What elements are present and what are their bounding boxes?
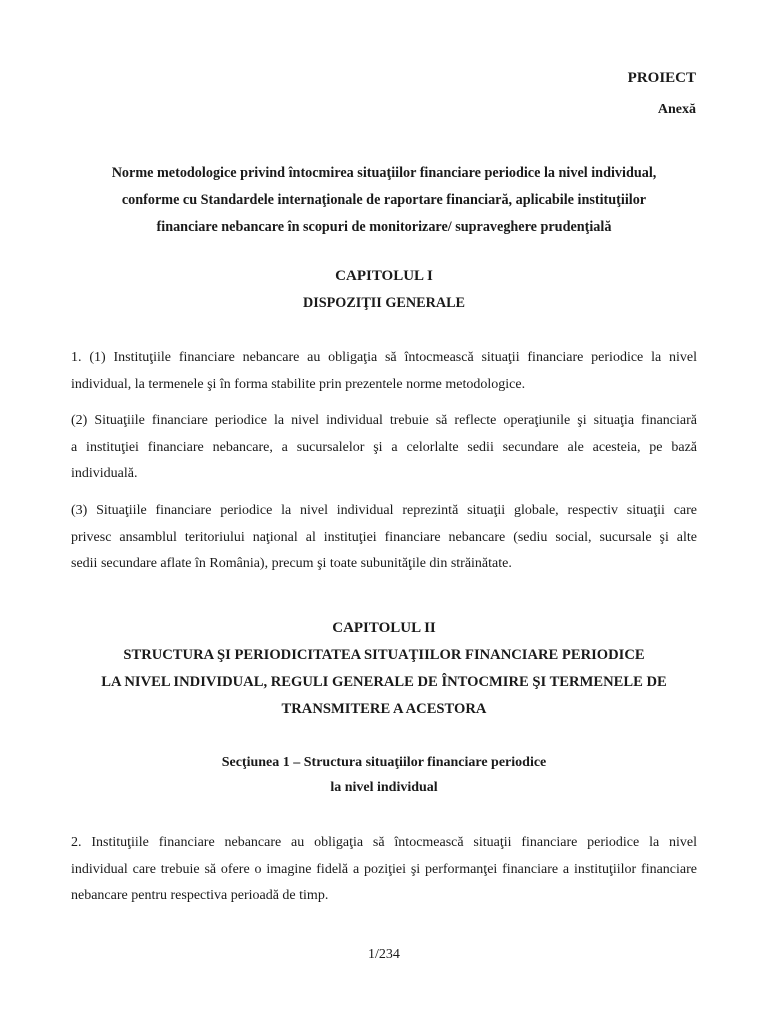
chapter-2-title-line: TRANSMITERE A ACESTORA <box>281 701 487 717</box>
paragraph-line: 1. (1) Instituţiile financiare nebancare au obligaţia să întocmească situaţii financiare periodice la nivel <box>71 350 697 365</box>
title-line: financiare nebancare în scopuri de monitorizare/ supraveghere prudenţială <box>156 219 612 235</box>
paragraph-line: (2) Situaţiile financiare periodice la nivel individual trebuie să reflecte operaţiunile şi situaţia financiară <box>71 413 697 428</box>
paragraph-2 <box>71 830 697 910</box>
chapter-2-title-line: STRUCTURA ŞI PERIODICITATEA SITUAŢIILOR FINANCIARE PERIODICE <box>123 647 645 663</box>
paragraph-line: sedii secundare aflate în România), precum şi toate subunităţile din străinătate. <box>71 556 512 571</box>
paragraph-line: individuală. <box>71 466 138 481</box>
paragraph-line: privesc ansamblul teritoriului naţional al instituţiei financiare nebancare (sediu social, sucursale şi alte <box>71 529 697 545</box>
paragraph-line: nebancare pentru respectiva perioadă de timp. <box>71 888 329 903</box>
annex-label: Anexă <box>657 102 696 117</box>
chapter-1-number: CAPITOLUL I <box>335 268 433 284</box>
draft-label: PROIECT <box>627 70 696 86</box>
paragraph-line: a instituţiei financiare nebancare, a sucursalelor şi a celorlalte sedii secundare ale acesteia, pe bază <box>71 439 697 455</box>
document-title <box>60 160 708 241</box>
section-1-title-line: la nivel individual <box>330 780 438 795</box>
paragraph-line: individual care trebuie să ofere o imagine fidelă a poziţiei şi performanţei financiare a instituţiilor financiare <box>71 861 697 877</box>
chapter-1-title: DISPOZIŢII GENERALE <box>302 295 466 311</box>
title-line: Norme metodologice privind întocmirea situaţiilor financiare periodice la nivel individual, <box>111 165 657 181</box>
paragraph-1-2 <box>71 408 697 488</box>
paragraph-1-3 <box>71 498 697 578</box>
paragraph-1-1 <box>71 345 697 398</box>
paragraph-line: individual, la termenele şi în forma stabilite prin prezentele norme metodologice. <box>71 376 526 392</box>
paragraph-line: (3) Situaţiile financiare periodice la nivel individual reprezintă situaţii globale, respectiv situaţii care <box>71 503 697 518</box>
section-1-title-line: Secţiunea 1 – Structura situaţiilor financiare periodice <box>221 755 547 770</box>
chapter-2-number: CAPITOLUL II <box>332 620 436 636</box>
paragraph-line: 2. Instituţiile financiare nebancare au obligaţia să întocmească situaţii financiare periodice la nivel <box>71 835 697 850</box>
title-line: conforme cu Standardele internaţionale de raportare financiară, aplicabile instituţiilor <box>121 192 647 208</box>
chapter-2-title-line: LA NIVEL INDIVIDUAL, REGULI GENERALE DE ÎNTOCMIRE ŞI TERMENELE DE <box>101 674 667 690</box>
page-number: 1/234 <box>368 947 400 962</box>
